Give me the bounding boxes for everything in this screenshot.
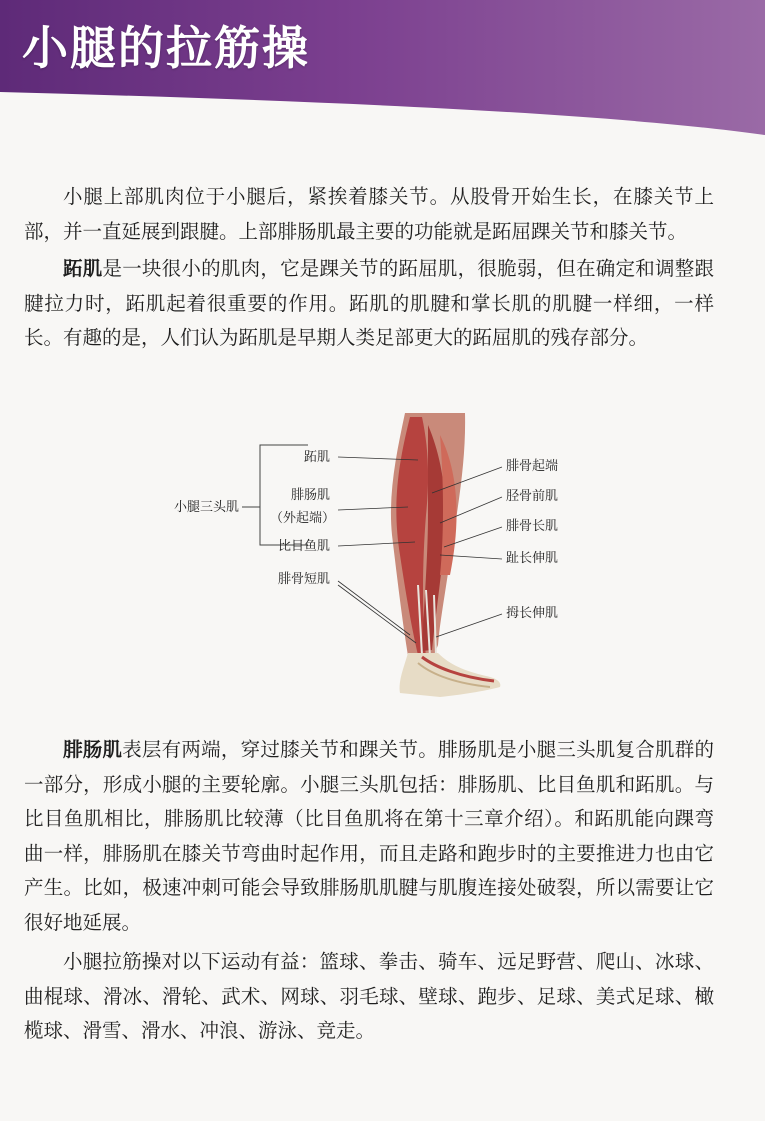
page-title: 小腿的拉筋操 — [22, 21, 310, 75]
fibula-head-label: 腓骨起端 — [506, 459, 559, 474]
plantaris-label: 跖肌 — [304, 450, 331, 465]
chapter-header — [0, 0, 765, 135]
plantaris-term: 跖肌 — [63, 257, 103, 280]
gastrocnemius-term: 腓肠肌 — [63, 738, 123, 761]
gastrocnemius-paragraph — [24, 733, 714, 940]
tibialis-anterior-label: 胫骨前肌 — [506, 489, 559, 504]
soleus-label: 比目鱼肌 — [278, 539, 331, 554]
plantaris-paragraph — [24, 252, 714, 356]
gastrocnemius-sub-label: （外起端） — [270, 511, 336, 526]
gastrocnemius-label: 腓肠肌 — [291, 488, 331, 503]
leg-muscle-figure — [160, 405, 600, 705]
sports-paragraph: 小腿拉筋操对以下运动有益：篮球、拳击、骑车、远足野营、爬山、冰球、曲棍球、滑冰、滑轮、武术、网球、羽毛球、壁球、跑步、足球、美式足球、橄榄球、滑雪、滑水、冲浪、游泳、竞走。 — [24, 950, 714, 1042]
peroneus-longus-label: 腓骨长肌 — [506, 519, 559, 534]
peroneus-brevis-label: 腓骨短肌 — [278, 572, 331, 587]
intro-paragraph: 小腿上部肌肉位于小腿后，紧挨着膝关节。从股骨开始生长，在膝关节上部，并一直延展到跟腱。上部腓肠肌最主要的功能就是跖屈踝关节和膝关节。 — [24, 185, 714, 243]
extensor-hallucis-label: 拇长伸肌 — [506, 606, 559, 621]
gastrocnemius-text: 表层有两端，穿过膝关节和踝关节。腓肠肌是小腿三头肌复合肌群的一部分，形成小腿的主要轮廓。小腿三头肌包括：腓肠肌、比目鱼肌和跖肌。与比目鱼肌相比，腓肠肌比较薄（比目鱼肌将在第十三章介绍）。和跖肌能向踝弯曲一样，腓肠肌在膝关节弯曲时起作用，而且走路和跑步时的主要推进力也由它产生。比如，极速冲刺可能会导致腓肠肌肌腱与肌腹连接处破裂，所以需要让它很好地延展。 — [24, 738, 714, 934]
triceps-surae-label: 小腿三头肌 — [174, 500, 240, 515]
plantaris-text: 是一块很小的肌肉，它是踝关节的跖屈肌，很脆弱，但在确定和调整跟腱拉力时，跖肌起着很重要的作用。跖肌的肌腱和掌长肌的肌腱一样细，一样长。有趣的是，人们认为跖肌是早期人类足部更大的跖屈肌的残存部分。 — [24, 257, 714, 349]
extensor-digitorum-label: 趾长伸肌 — [506, 551, 559, 566]
